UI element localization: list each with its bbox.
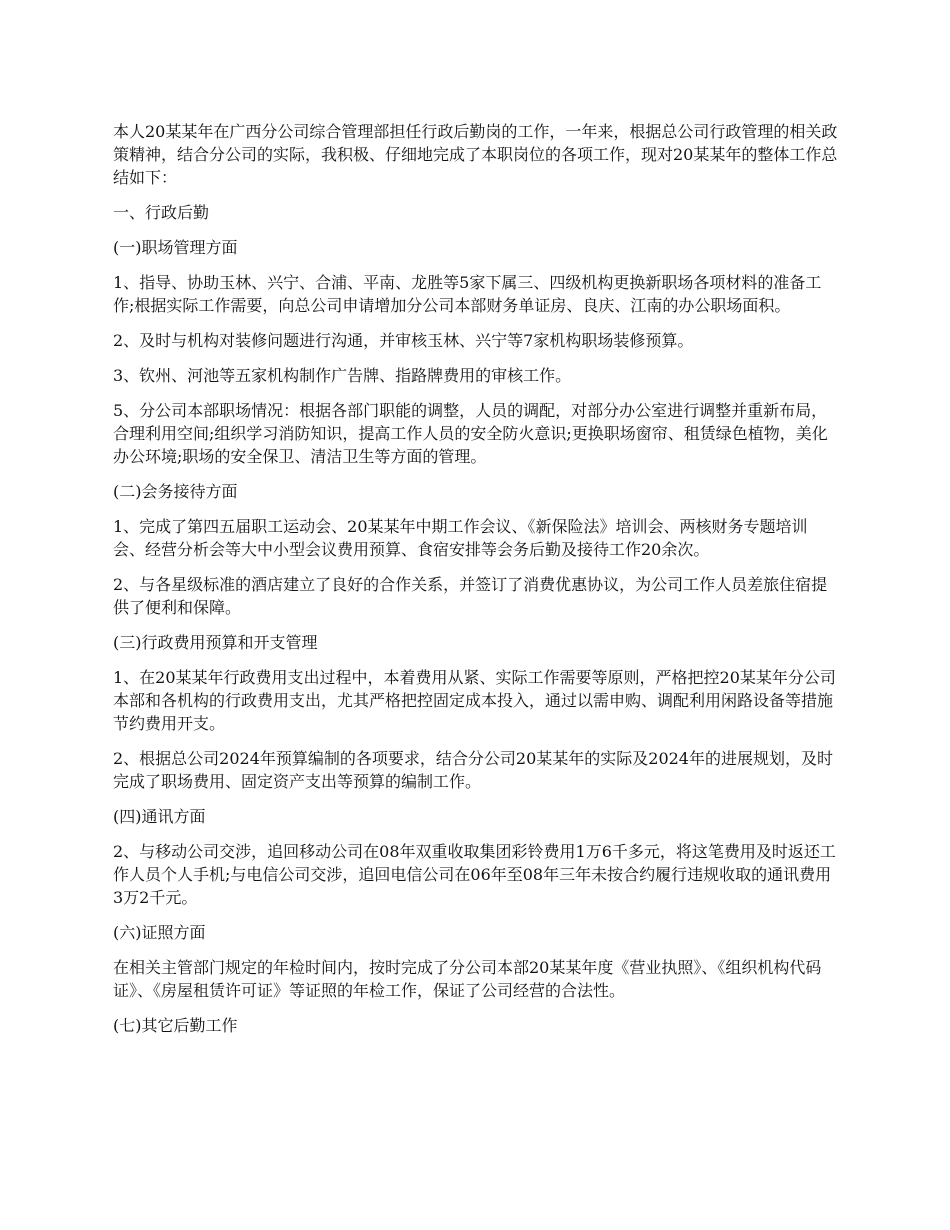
budget-item-2: 2、根据总公司2024年预算编制的各项要求，结合分公司20某某年的实际及2024年的进展规划，及时完成了职场费用、固定资产支出等预算的编制工作。 <box>113 749 833 791</box>
meetings-item-2: 2、与各星级标准的酒店建立了良好的合作关系，并签订了消费优惠协议，为公司工作人员差旅住宿提供了便利和保障。 <box>113 575 828 617</box>
subsection-heading-workplace: (一)职场管理方面 <box>113 238 238 257</box>
workplace-item-1: 1、指导、协助玉林、兴宁、合浦、平南、龙胜等5家下属三、四级机构更换新职场各项材料的准备工作;根据实际工作需要，向总公司申请增加分公司本部财务单证房、良庆、江南的办公职场面积。 <box>113 273 822 315</box>
subsection-heading-licenses: (六)证照方面 <box>113 923 206 942</box>
subsection-heading-budget: (三)行政费用预算和开支管理 <box>113 633 318 652</box>
budget-item-1: 1、在20某某年行政费用支出过程中，本着费用从紧、实际工作需要等原则，严格把控20某某年分公司本部和各机构的行政费用支出，尤其严格把控固定成本投入，通过以需申购、调配利用闲路设备等措施节约费用开支。 <box>113 668 836 733</box>
subsection-heading-telecom: (四)通讯方面 <box>113 807 206 826</box>
subsection-heading-other-logistics: (七)其它后勤工作 <box>113 1016 238 1035</box>
licenses-paragraph: 在相关主管部门规定的年检时间内，按时完成了分公司本部20某某年度《营业执照》、《组织机构代码证》、《房屋租赁许可证》等证照的年检工作，保证了公司经营的合法性。 <box>113 958 822 1000</box>
workplace-item-5: 5、分公司本部职场情况：根据各部门职能的调整，人员的调配，对部分办公室进行调整并重新布局，合理利用空间;组织学习消防知识，提高工作人员的安全防火意识;更换职场窗帘、租赁绿色植物，美化办公环境;职场的安全保卫、清洁卫生等方面的管理。 <box>113 401 828 466</box>
intro-paragraph: 本人20某某年在广西分公司综合管理部担任行政后勤岗的工作，一年来，根据总公司行政管理的相关政策精神，结合分公司的实际，我积极、仔细地完成了本职岗位的各项工作，现对20某某年的整体工作总结如下： <box>113 122 838 187</box>
document-body <box>113 120 838 1049</box>
subsection-heading-meetings: (二)会务接待方面 <box>113 482 238 501</box>
telecom-item-2: 2、与移动公司交涉，追回移动公司在08年双重收取集团彩铃费用1万6千多元，将这笔费用及时返还工作人员个人手机;与电信公司交涉，追回电信公司在06年至08年三年未按合约履行违规收取的通讯费用3万2千元。 <box>113 842 836 907</box>
workplace-item-3: 3、钦州、河池等五家机构制作广告牌、指路牌费用的审核工作。 <box>113 366 572 385</box>
section-heading-admin-logistics: 一、行政后勤 <box>113 203 210 222</box>
workplace-item-2: 2、及时与机构对装修问题进行沟通，并审核玉林、兴宁等7家机构职场装修预算。 <box>113 331 694 350</box>
meetings-item-1: 1、完成了第四五届职工运动会、20某某年中期工作会议、《新保险法》培训会、两核财务专题培训会、经营分析会等大中小型会议费用预算、食宿安排等会务后勤及接待工作20余次。 <box>113 517 808 559</box>
